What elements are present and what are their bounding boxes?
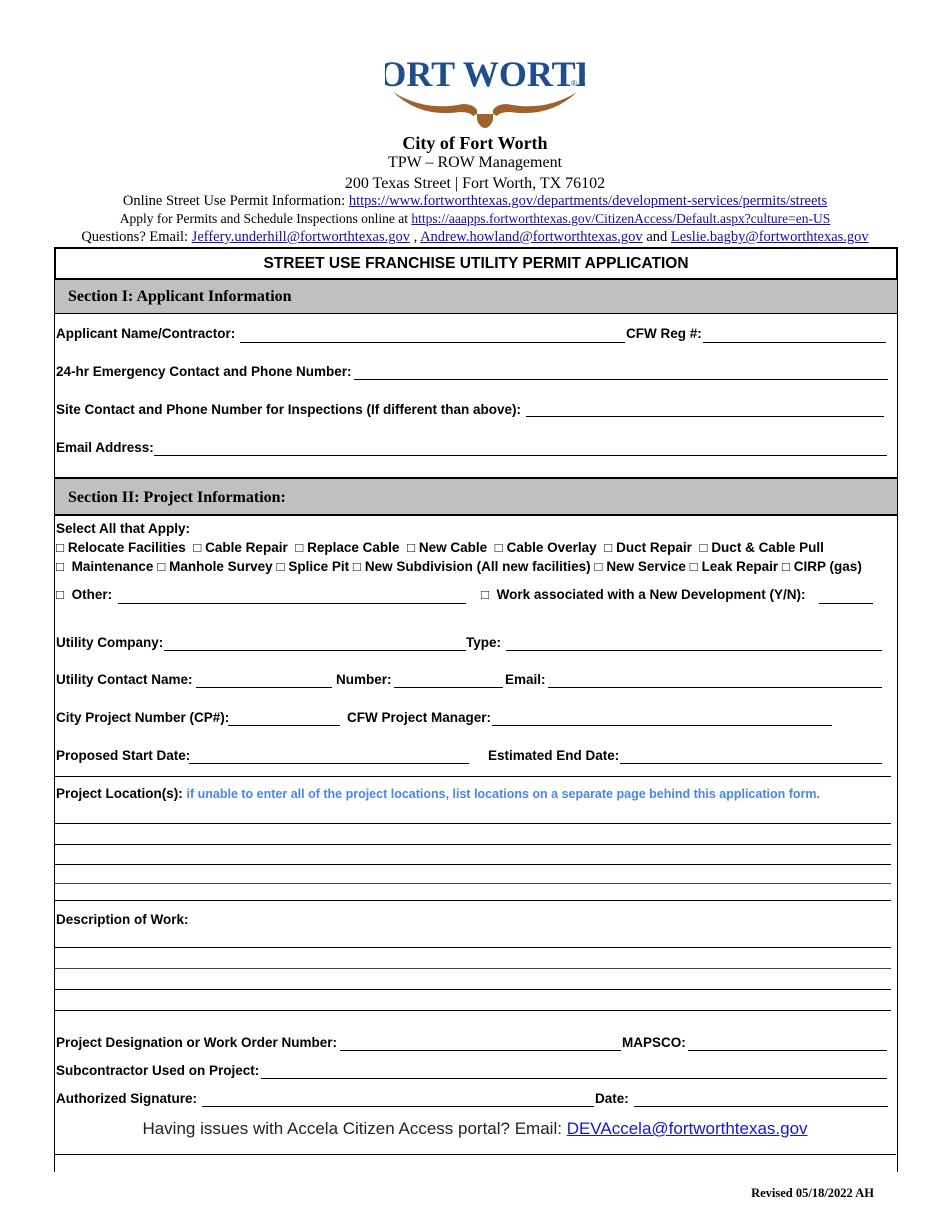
checkbox-new-development[interactable]: □ Work associated with a New Development (Y/N): [481, 587, 806, 602]
logo-wordmark: ORT WORT [385, 54, 576, 94]
utility-contact-label: Utility Contact Name: [56, 672, 193, 687]
city-project-number-label: City Project Number (CP#): [56, 710, 230, 725]
city-project-number-field[interactable] [228, 725, 340, 726]
new-development-field[interactable] [819, 603, 873, 604]
designation-field[interactable] [340, 1050, 621, 1051]
type-field[interactable] [506, 650, 882, 651]
checkbox-new-subdivision[interactable]: □ New Subdivision (All new facilities) [352, 559, 591, 574]
online-info-link[interactable]: https://www.fortworthtexas.gov/departments/development-services/permits/streets [348, 193, 828, 209]
checkbox-duct-repair[interactable]: □ Duct Repair [604, 540, 692, 555]
help-email-link[interactable]: DEVAccela@fortworthtexas.gov [566, 1119, 808, 1138]
fort-worth-logo [385, 52, 585, 132]
description-line-1[interactable] [55, 947, 891, 948]
checkbox-other[interactable]: □ Other: [56, 587, 113, 602]
form-title: STREET USE FRANCHISE UTILITY PERMIT APPLICATION [54, 247, 898, 280]
email-and: and [646, 229, 668, 245]
subcontractor-field[interactable] [261, 1078, 887, 1079]
cfw-reg-field[interactable] [703, 342, 886, 343]
mapsco-label: MAPSCO: [622, 1035, 686, 1050]
email-address-label: Email Address: [56, 440, 154, 455]
department: TPW – ROW Management [387, 154, 563, 171]
section-2-header: Section II: Project Information: [55, 477, 897, 516]
subcontractor-label: Subcontractor Used on Project: [56, 1063, 260, 1078]
project-type-row-2 [56, 559, 862, 574]
emergency-contact-label: 24-hr Emergency Contact and Phone Number: [56, 364, 352, 379]
checkbox-maintenance[interactable]: □ Maintenance [56, 559, 154, 574]
applicant-name-label: Applicant Name/Contractor: [56, 326, 236, 341]
date-label: Date: [595, 1091, 629, 1106]
site-contact-label: Site Contact and Phone Number for Inspections (If different than above): [56, 402, 522, 417]
email-separator: , [413, 229, 418, 245]
utility-company-field[interactable] [164, 650, 466, 651]
email-link-bagby[interactable]: Leslie.bagby@fortworthtexas.gov [670, 229, 869, 245]
online-info-label: Online Street Use Permit Information: [122, 193, 346, 209]
email-link-howland[interactable]: Andrew.howland@fortworthtexas.gov [420, 229, 643, 245]
site-contact-field[interactable] [526, 416, 884, 417]
email-address-field[interactable] [154, 455, 887, 456]
checkbox-splice-pit[interactable]: □ Splice Pit [276, 559, 350, 574]
date-field[interactable] [634, 1106, 888, 1107]
checkbox-new-service[interactable]: □ New Service [594, 559, 686, 574]
project-type-row-1 [56, 540, 824, 555]
location-line-4[interactable] [55, 883, 891, 884]
project-locations-note: if unable to enter all of the project locations, list locations on a separate page behind this application form. [186, 787, 820, 801]
online-info-line [0, 193, 950, 210]
number-label: Number: [336, 672, 392, 687]
applicant-name-field[interactable] [240, 342, 625, 343]
location-line-3[interactable] [55, 864, 891, 865]
type-label: Type: [466, 635, 502, 650]
checkbox-duct-cable-pull[interactable]: □ Duct & Cable Pull [699, 540, 824, 555]
help-line [54, 1119, 896, 1139]
org-name: City of Fort Worth [402, 133, 548, 153]
location-line-1[interactable] [55, 823, 891, 824]
project-locations-label: Project Location(s): if unable to enter all of the project locations, list locations on a separate page behind this application form. [56, 786, 820, 801]
start-date-label: Proposed Start Date: [56, 748, 191, 763]
longhorn-icon [393, 92, 577, 128]
contact-email-field[interactable] [548, 687, 882, 688]
description-label: Description of Work: [56, 912, 189, 927]
description-line-3[interactable] [55, 989, 891, 990]
help-text: Having issues with Accela Citizen Access portal? Email: [142, 1119, 562, 1138]
mapsco-field[interactable] [688, 1050, 887, 1051]
checkbox-relocate-facilities[interactable]: □ Relocate Facilities [56, 540, 186, 555]
contact-email-label: Email: [505, 672, 546, 687]
location-line-2[interactable] [55, 844, 891, 845]
checkbox-manhole-survey[interactable]: □ Manhole Survey [157, 559, 273, 574]
apply-label: Apply for Permits and Schedule Inspections online at [119, 211, 409, 226]
location-line-5[interactable] [55, 900, 891, 901]
questions-label: Questions? Email: [81, 229, 189, 245]
checkbox-replace-cable[interactable]: □ Replace Cable [295, 540, 400, 555]
end-date-field[interactable] [620, 763, 882, 764]
end-date-label: Estimated End Date: [488, 748, 620, 763]
address: 200 Texas Street | Fort Worth, TX 76102 [344, 175, 606, 192]
number-field[interactable] [394, 687, 503, 688]
cfw-reg-label: CFW Reg #: [626, 326, 702, 341]
apply-line [0, 211, 950, 227]
checkbox-cirp-gas[interactable]: □ CIRP (gas) [781, 559, 862, 574]
divider [55, 776, 891, 777]
logo-registered-mark: ® [571, 79, 577, 88]
checkbox-cable-overlay[interactable]: □ Cable Overlay [494, 540, 597, 555]
revision-note: Revised 05/18/2022 AH [751, 1186, 874, 1200]
description-line-4[interactable] [55, 1010, 891, 1011]
checkbox-leak-repair[interactable]: □ Leak Repair [689, 559, 779, 574]
cfw-project-manager-label: CFW Project Manager: [347, 710, 492, 725]
select-all-label: Select All that Apply: [56, 521, 191, 536]
designation-label: Project Designation or Work Order Number: [56, 1035, 338, 1050]
signature-field[interactable] [202, 1106, 594, 1107]
questions-line [0, 229, 950, 246]
emergency-contact-field[interactable] [354, 379, 888, 380]
cfw-project-manager-field[interactable] [492, 725, 832, 726]
email-link-underhill[interactable]: Jeffery.underhill@fortworthtexas.gov [191, 229, 410, 245]
signature-label: Authorized Signature: [56, 1091, 197, 1106]
utility-company-label: Utility Company: [56, 635, 164, 650]
other-field[interactable] [118, 603, 466, 604]
checkbox-cable-repair[interactable]: □ Cable Repair [193, 540, 288, 555]
checkbox-new-cable[interactable]: □ New Cable [406, 540, 488, 555]
section-1-header: Section I: Applicant Information [55, 279, 897, 314]
start-date-field[interactable] [189, 763, 469, 764]
description-line-2[interactable] [55, 968, 891, 969]
apply-link[interactable]: https://aaapps.fortworthtexas.gov/CitizenAccess/Default.aspx?culture=en-US [411, 211, 831, 226]
utility-contact-field[interactable] [196, 687, 332, 688]
form-bottom-divider [54, 1154, 896, 1155]
